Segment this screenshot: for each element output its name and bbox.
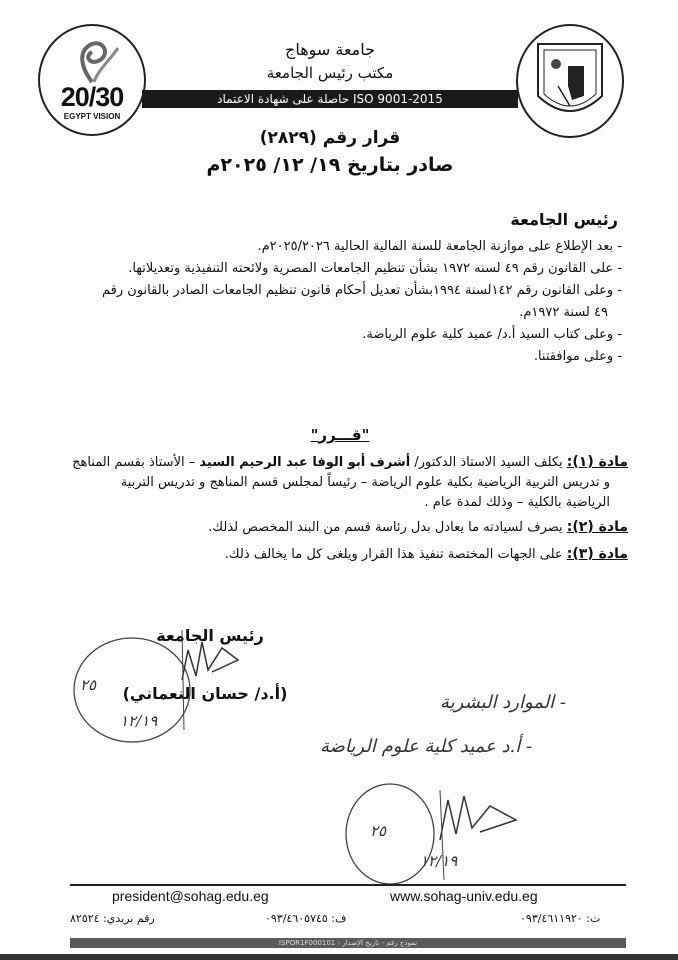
handwritten-initials: ٢٥ [80, 676, 97, 694]
preamble-item: - وعلى القانون رقم ١٤٢لسنة ١٩٩٤بشأن تعديل أحكام قانون تنظيم الجامعات الصادر بالقانون رقم [102, 283, 622, 298]
footer-email[interactable]: president@sohag.edu.eg [112, 888, 269, 904]
office-name: مكتب رئيس الجامعة [266, 64, 394, 82]
signatory-name: (أ.د/ حسان النعماني) [122, 684, 288, 703]
decision-date: صادر بتاريخ ١٩/ ١٢/ ٢٠٢٥م [206, 154, 454, 176]
accreditation-text: حاصلة على شهادة الاعتماد ISO 9001-2015 [217, 92, 443, 106]
decision-number: قرار رقم (٢٨٢٩) [259, 128, 401, 148]
handwritten-note-dean: - أ.د عميد كلية علوم الرياضة [320, 736, 533, 757]
vision-subtitle: EGYPT VISION [63, 112, 121, 121]
handwritten-date: ١٢/١٩ [120, 712, 158, 730]
article-text: – الأستاذ بقسم المناهج [72, 455, 200, 470]
article-text: يكلف السيد الاستاذ الدكتور/ [410, 455, 567, 470]
scan-bottom-edge [0, 954, 678, 960]
appointee-name: أشرف أبو الوفا عبد الرحيم السيد [199, 455, 411, 470]
accreditation-banner [142, 90, 518, 108]
preamble-item: - على القانون رقم ٤٩ لسنه ١٩٧٢ بشأن تنظيم الجامعات المصرية ولائحته التنفيذية وتعديلاتها. [128, 261, 622, 276]
article-label: مادة (٢): [566, 519, 628, 535]
preamble-item: - وعلى موافقتنا. [533, 349, 622, 364]
preamble-heading: رئيس الجامعة [510, 210, 618, 229]
footer-divider [70, 884, 626, 886]
handwritten-mark-date: ١٢/١٩ [420, 852, 458, 870]
preamble-list [32, 236, 622, 368]
article-1-continuation: و تدريس التربية الرياضية بكلية علوم الرياضة – رئيساً لمجلس قسم المناهج و تدريس التربية [120, 475, 610, 490]
university-seal-logo [516, 24, 624, 138]
article-label: مادة (٣): [566, 546, 628, 562]
article-label: مادة (١): [566, 454, 628, 470]
footer-fax: ف: ٠٩٣/٤٦٠٥٧٤٥ [265, 912, 347, 925]
preamble-item: - بعد الإطلاع على موازنة الجامعة للسنة المالية الحالية ٢٠٢٥/٢٠٢٦م. [257, 239, 622, 254]
article-1-continuation: الرياضية بالكلية – وذلك لمدة عام . [424, 495, 610, 510]
signatory-title: رئيس الجامعة [156, 626, 264, 645]
article-text: يصرف لسيادته ما يعادل بدل رئاسة قسم من البند المخصص لذلك. [208, 520, 567, 535]
footer-postal-code: رقم بريدي: ٨٢٥٢٤ [70, 912, 155, 925]
handwritten-mark-icon [340, 770, 520, 900]
footer-phone: ت: ٠٩٣/٤٦١١٩٢٠ [520, 912, 601, 925]
article-2 [28, 517, 628, 538]
handwritten-mark: ٢٥ [370, 822, 387, 840]
preamble-item: - وعلى كتاب السيد أ.د/ عميد كلية علوم الرياضة. [362, 327, 622, 342]
preamble-item-continuation: ٤٩ لسنة ١٩٧٢م. [519, 305, 608, 320]
seal-shield-icon [518, 26, 622, 136]
article-text: على الجهات المختصة تنفيذ هذا القرار ويلغى كل ما يخالف ذلك. [224, 547, 567, 562]
university-name: جامعة سوهاج [284, 40, 376, 59]
footer-document-code-bar [70, 938, 626, 948]
footer-website[interactable]: www.sohag-univ.edu.eg [390, 888, 538, 904]
vision-number: 20/30 [60, 82, 124, 112]
article-1 [28, 452, 628, 473]
resolution-title: "قـــرر" [310, 426, 370, 444]
article-3 [28, 544, 628, 565]
articles-section [28, 452, 628, 565]
footer-bar-text: ISPOR1F000101 - نموذج رقم - تاريخ الإصدار [278, 939, 418, 947]
egypt-vision-2030-logo [38, 24, 146, 136]
handwritten-note-hr: - الموارد البشرية [440, 692, 566, 713]
